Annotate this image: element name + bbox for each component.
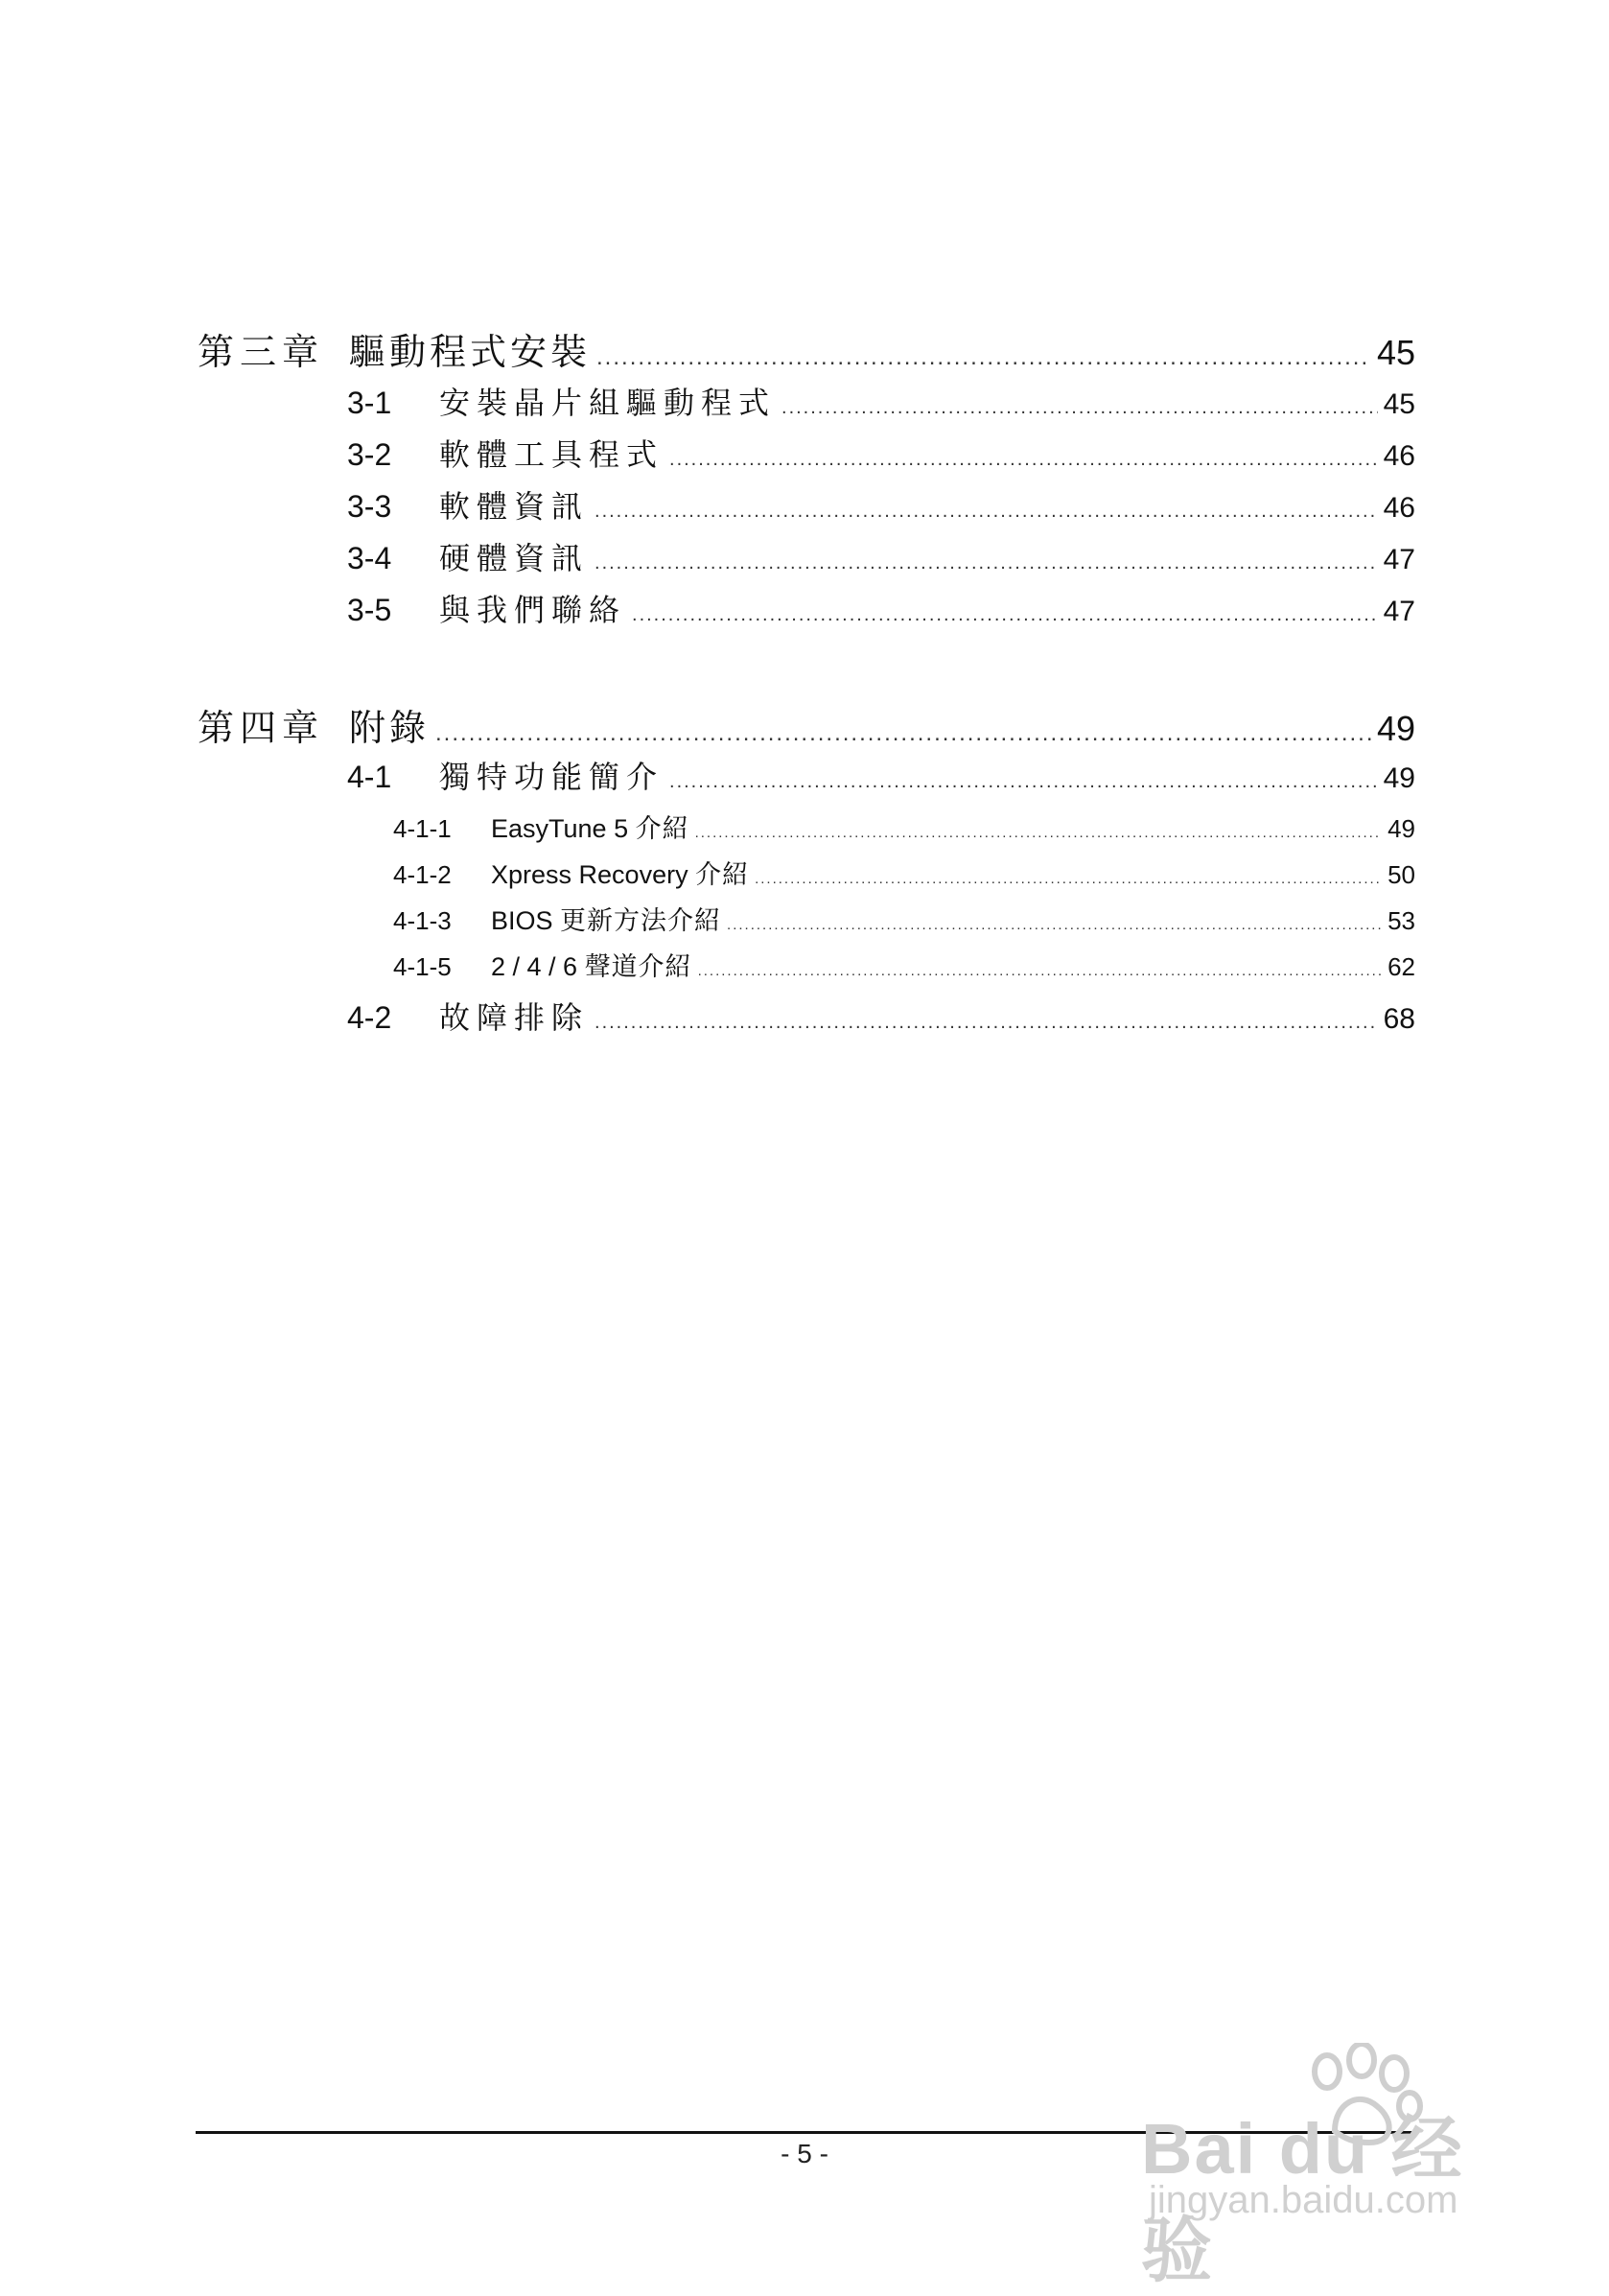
page-number: 45: [1383, 388, 1415, 420]
chapter-title: 驅動程式安裝: [349, 331, 592, 373]
subsection-title: BIOS 更新方法介紹: [491, 906, 722, 936]
page-number: 47: [1383, 544, 1415, 575]
page-number: 53: [1387, 906, 1415, 935]
section-title: 軟體工具程式: [439, 436, 665, 473]
page-number: 45: [1376, 333, 1415, 372]
subsection-number: 4-1-3: [393, 906, 452, 935]
leader-dots: [698, 963, 1383, 979]
page-number: 49: [1383, 762, 1415, 794]
subsection-title: Xpress Recovery 介紹: [491, 860, 750, 890]
section-number: 3-2: [347, 437, 392, 472]
toc-chapter-3[interactable]: [198, 322, 1415, 375]
chapter-title: 附錄: [349, 707, 431, 749]
leader-dots: [755, 871, 1382, 887]
page-number: 62: [1387, 952, 1415, 981]
toc-section-3-4[interactable]: [347, 534, 1415, 578]
watermark-brand: Bai du 经验: [1141, 2109, 1464, 2290]
subsection-title: 2 / 4 / 6 聲道介紹: [491, 952, 692, 982]
toc-chapter-4[interactable]: [198, 698, 1415, 751]
section-number: 3-5: [347, 593, 392, 627]
subsection-number: 4-1-5: [393, 952, 452, 981]
section-title: 安裝晶片組驅動程式: [439, 385, 777, 421]
leader-dots: [695, 825, 1382, 841]
chapter-label: 第四章: [198, 707, 325, 749]
page-number: 47: [1383, 596, 1415, 627]
leader-dots: [727, 917, 1382, 933]
leader-dots: [669, 771, 1378, 793]
leader-dots: [595, 501, 1378, 523]
section-title: 故障排除: [439, 999, 590, 1036]
section-number: 4-1: [347, 760, 392, 794]
toc-section-4-2[interactable]: [347, 994, 1415, 1038]
chapter-label: 第三章: [198, 331, 325, 373]
subsection-title: EasyTune 5 介紹: [491, 814, 689, 844]
subsection-number: 4-1-2: [393, 860, 452, 889]
section-title: 獨特功能簡介: [439, 759, 665, 795]
section-title: 軟體資訊: [439, 488, 590, 525]
page-number: 50: [1387, 860, 1415, 889]
page-number: 46: [1383, 492, 1415, 524]
toc-section-4-1[interactable]: [347, 753, 1415, 797]
footer-page-number: - 5 -: [781, 2139, 828, 2168]
toc-subsection-4-1-3[interactable]: [393, 900, 1415, 937]
page-number: 68: [1383, 1003, 1415, 1035]
leader-dots: [781, 397, 1378, 419]
leader-dots: [595, 552, 1378, 574]
section-title: 硬體資訊: [439, 540, 590, 576]
page-number: 46: [1383, 440, 1415, 472]
section-title: 與我們聯絡: [439, 592, 627, 628]
leader-dots: [595, 1012, 1378, 1034]
leader-dots: [435, 720, 1371, 747]
toc-section-3-1[interactable]: [347, 379, 1415, 423]
watermark-url: jingyan.baidu.com: [1149, 2179, 1458, 2221]
leader-dots: [632, 604, 1378, 626]
baidu-watermark: [1141, 2043, 1525, 2290]
leader-dots: [596, 344, 1371, 371]
toc-section-3-3[interactable]: [347, 482, 1415, 527]
page-number: 49: [1387, 814, 1415, 843]
toc-section-3-2[interactable]: [347, 431, 1415, 475]
section-number: 4-2: [347, 1000, 392, 1035]
leader-dots: [669, 449, 1378, 471]
toc-section-3-5[interactable]: [347, 586, 1415, 630]
page-number: 49: [1376, 709, 1415, 748]
subsection-number: 4-1-1: [393, 814, 452, 843]
section-number: 3-3: [347, 489, 392, 524]
section-number: 3-4: [347, 541, 392, 575]
section-number: 3-1: [347, 386, 392, 420]
toc-subsection-4-1-5[interactable]: [393, 946, 1415, 983]
toc-subsection-4-1-1[interactable]: [393, 808, 1415, 845]
toc-subsection-4-1-2[interactable]: [393, 854, 1415, 891]
